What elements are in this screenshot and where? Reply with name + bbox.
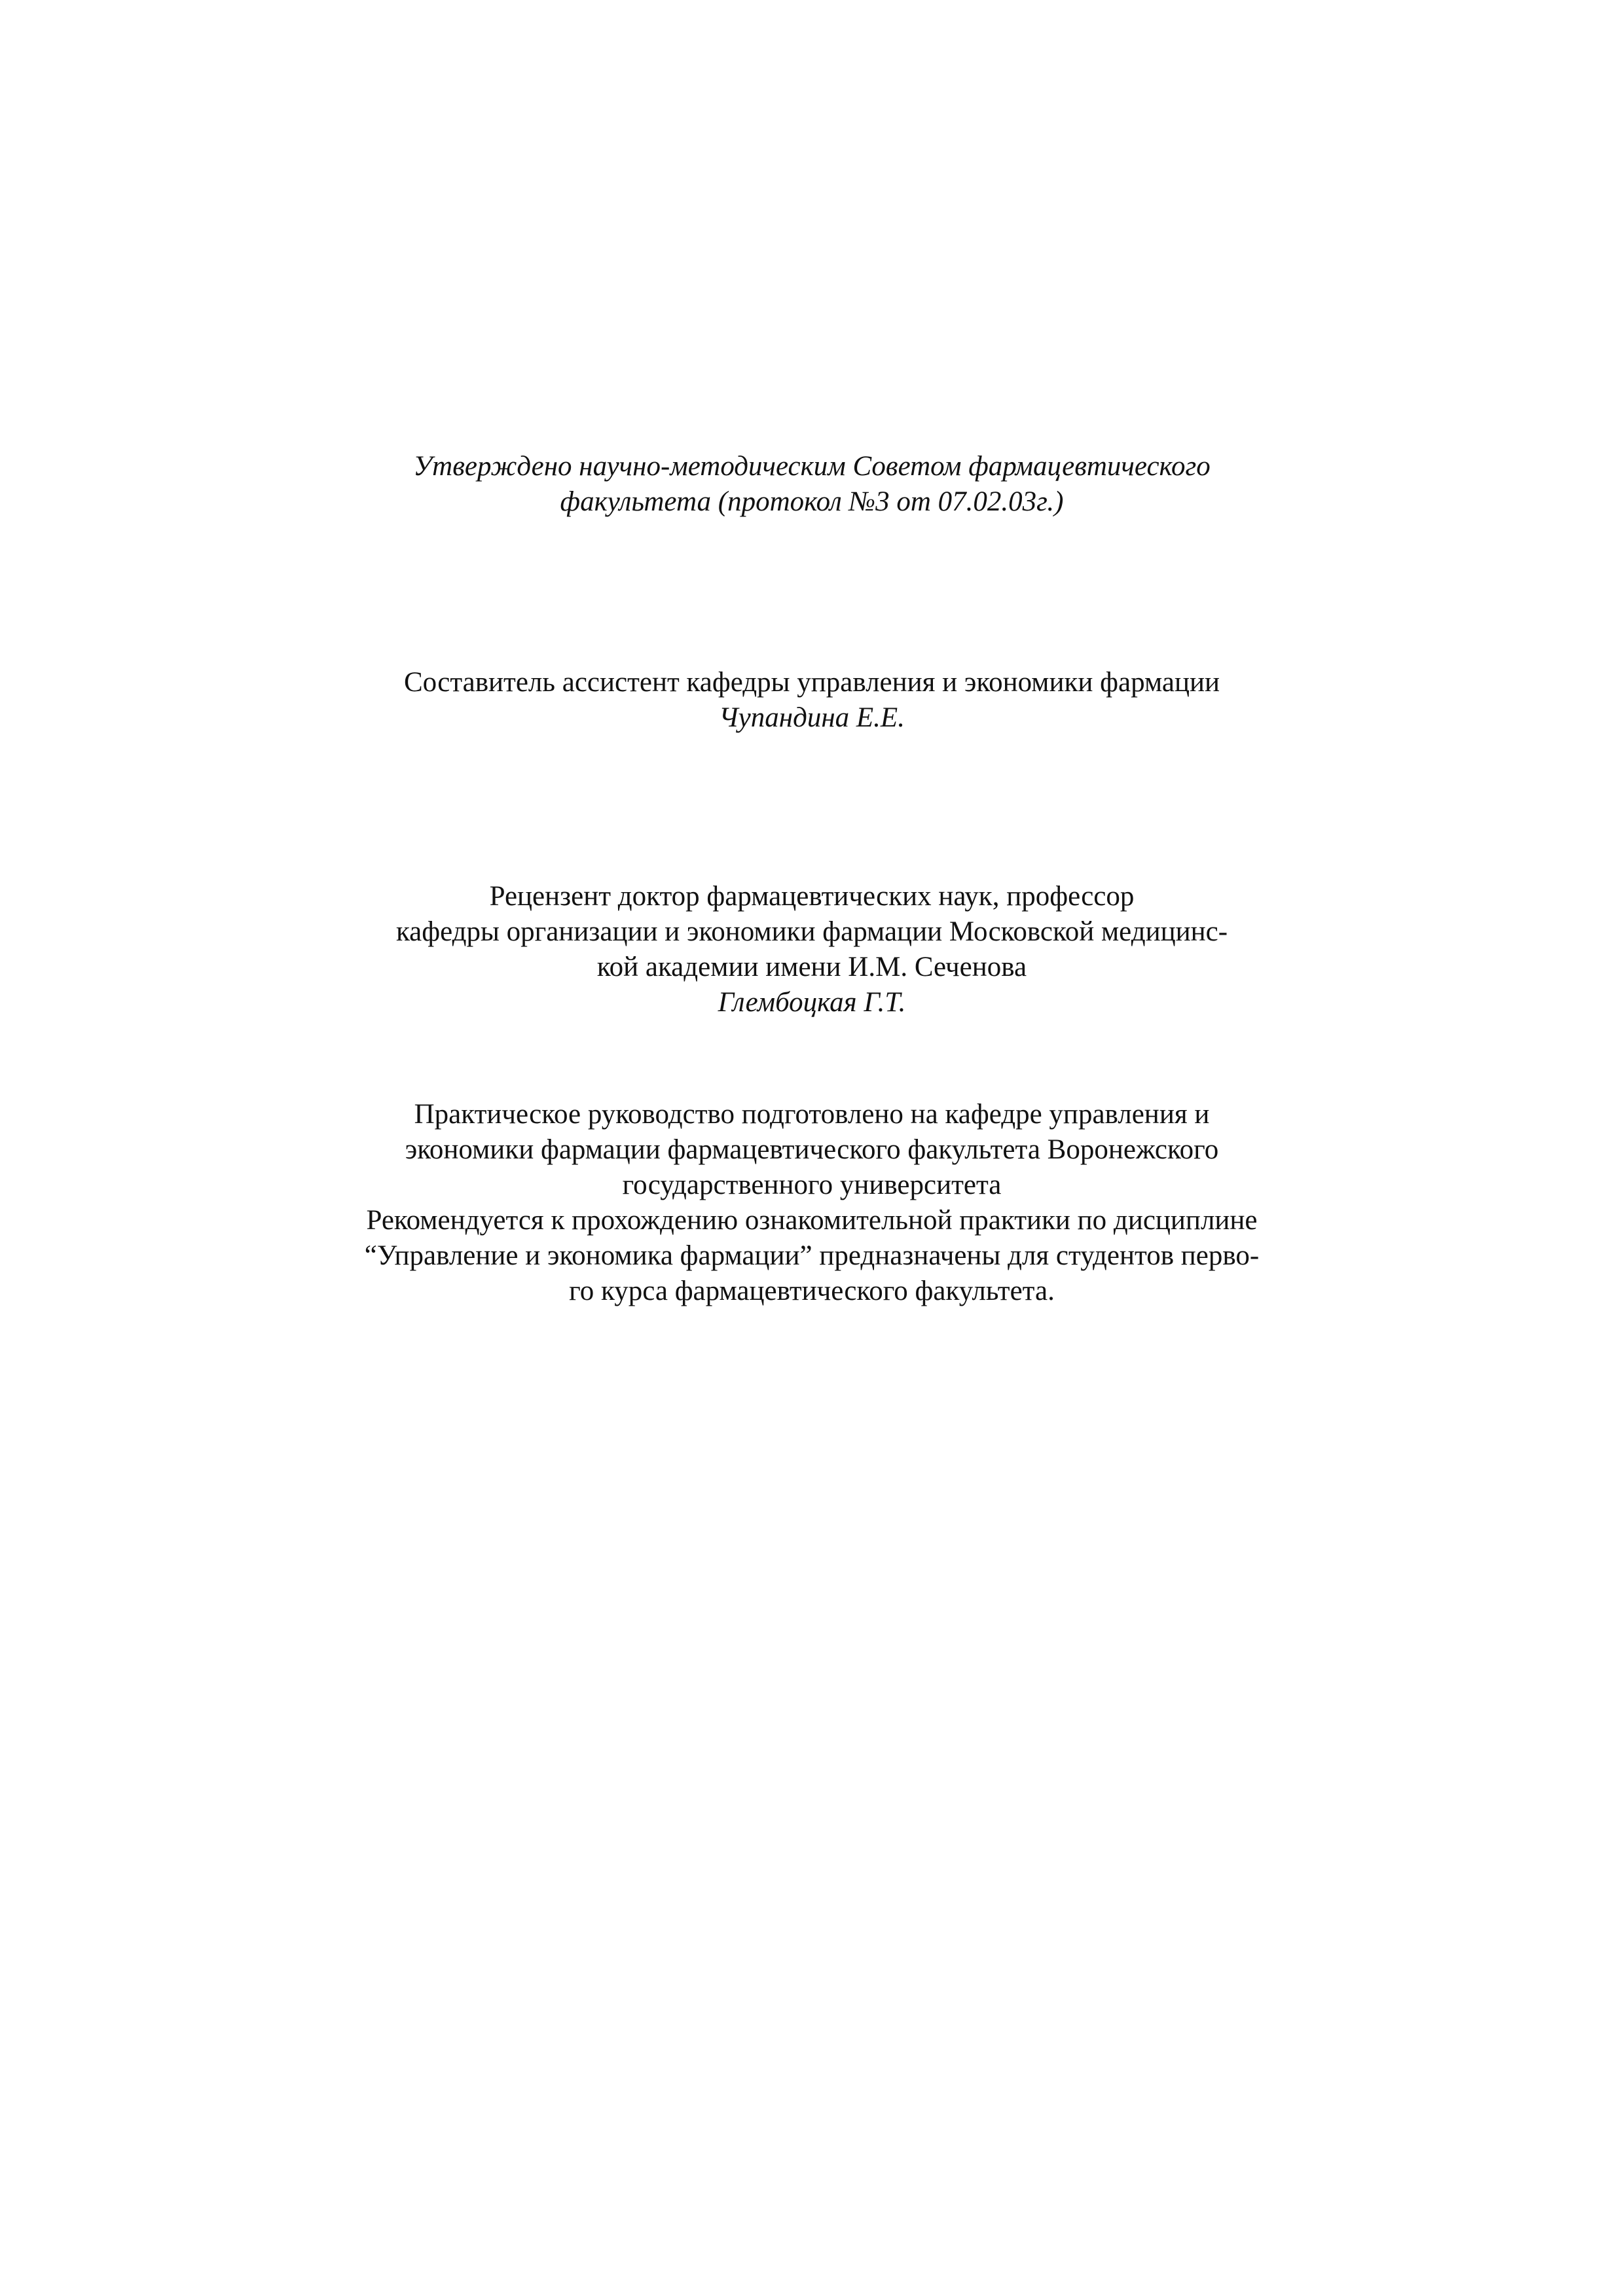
prepared-line-4: Рекомендуется к прохождению ознакомительной практики по дисциплине <box>366 1205 1258 1236</box>
prepared-line-6: го курса фармацевтического факультета. <box>569 1276 1055 1306</box>
approval-note <box>288 449 1336 520</box>
compiler-name: Чупандина Е.Е. <box>719 702 905 733</box>
prepared-line-5: “Управление и экономика фармации” предназначены для студентов перво- <box>364 1240 1260 1271</box>
compiler-line-1: Составитель ассистент кафедры управления и экономики фармации <box>403 667 1220 698</box>
prepared-line-1: Практическое руководство подготовлено на кафедре управления и <box>414 1099 1210 1130</box>
reviewer-note <box>288 879 1336 1020</box>
prepared-line-3: государственного университета <box>622 1170 1002 1200</box>
reviewer-name: Глембоцкая Г.Т. <box>718 987 906 1018</box>
prepared-note <box>288 1097 1336 1309</box>
prepared-line-2: экономики фармации фармацевтического факультета Воронежского <box>405 1134 1219 1165</box>
approval-line-2: факультета (протокол №3 от 07.02.03г.) <box>560 486 1064 517</box>
reviewer-line-3: кой академии имени И.М. Сеченова <box>596 952 1027 982</box>
reviewer-line-1: Рецензент доктор фармацевтических наук, профессор <box>489 881 1135 912</box>
compiler-note <box>288 665 1336 736</box>
reviewer-line-2: кафедры организации и экономики фармации Московской медицинс- <box>395 916 1228 947</box>
approval-line-1: Утверждено научно-методическим Советом фармацевтического <box>413 451 1211 482</box>
